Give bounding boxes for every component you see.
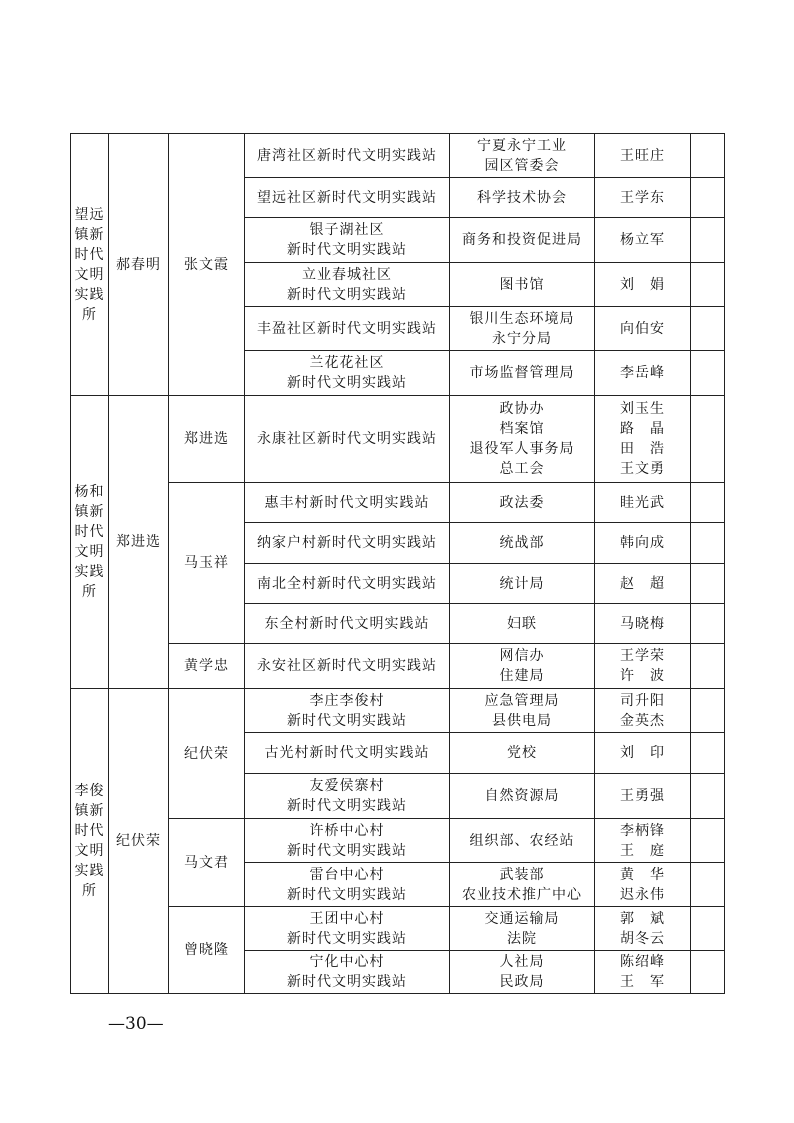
table-row <box>71 483 725 523</box>
note-cell <box>691 689 725 733</box>
unit-cell: 妇联 <box>450 604 595 644</box>
unit-cell: 市场监督管理局 <box>450 351 595 396</box>
station-cell: 李庄李俊村 新时代文明实践站 <box>245 689 450 733</box>
unit-cell: 武装部 农业技术推广中心 <box>450 863 595 907</box>
note-cell <box>691 819 725 863</box>
leader-cell: 马玉祥 <box>169 483 245 644</box>
station-cell: 友爱侯寨村 新时代文明实践站 <box>245 774 450 819</box>
station-cell: 唐湾社区新时代文明实践站 <box>245 134 450 178</box>
director-cell: 郑进选 <box>109 396 169 689</box>
person-cell: 李柄锋 王 庭 <box>595 819 691 863</box>
person-cell: 王学东 <box>595 178 691 218</box>
person-cell: 王勇强 <box>595 774 691 819</box>
station-cell: 永安社区新时代文明实践站 <box>245 644 450 689</box>
unit-cell: 政协办 档案馆 退役军人事务局 总工会 <box>450 396 595 483</box>
person-cell: 韩向成 <box>595 523 691 564</box>
note-cell <box>691 564 725 604</box>
leader-cell: 马文君 <box>169 819 245 907</box>
station-cell: 南北全村新时代文明实践站 <box>245 564 450 604</box>
person-cell: 刘 娟 <box>595 263 691 307</box>
leader-cell: 郑进选 <box>169 396 245 483</box>
person-cell: 陈绍峰 王 军 <box>595 951 691 994</box>
station-cell: 丰盈社区新时代文明实践站 <box>245 307 450 351</box>
person-cell: 司升阳 金英杰 <box>595 689 691 733</box>
institute-cell: 杨和镇新时代文明实践所 <box>71 396 109 689</box>
note-cell <box>691 178 725 218</box>
station-cell: 宁化中心村 新时代文明实践站 <box>245 951 450 994</box>
person-cell: 马晓梅 <box>595 604 691 644</box>
station-cell: 立业春城社区 新时代文明实践站 <box>245 263 450 307</box>
person-cell: 杨立军 <box>595 218 691 263</box>
station-cell: 纳家户村新时代文明实践站 <box>245 523 450 564</box>
note-cell <box>691 351 725 396</box>
note-cell <box>691 907 725 951</box>
station-cell: 惠丰村新时代文明实践站 <box>245 483 450 523</box>
unit-cell: 商务和投资促进局 <box>450 218 595 263</box>
unit-cell: 政法委 <box>450 483 595 523</box>
institute-cell: 李俊镇新时代文明实践所 <box>71 689 109 994</box>
table-row <box>71 396 725 483</box>
note-cell <box>691 523 725 564</box>
station-cell: 永康社区新时代文明实践站 <box>245 396 450 483</box>
station-cell: 雷台中心村 新时代文明实践站 <box>245 863 450 907</box>
unit-cell: 网信办 住建局 <box>450 644 595 689</box>
note-cell <box>691 644 725 689</box>
person-cell: 黄 华 迟永伟 <box>595 863 691 907</box>
director-cell: 纪伏荣 <box>109 689 169 994</box>
note-cell <box>691 307 725 351</box>
table-row <box>71 644 725 689</box>
table-row <box>71 907 725 951</box>
director-cell: 郝春明 <box>109 134 169 396</box>
person-cell: 郭 斌 胡冬云 <box>595 907 691 951</box>
station-cell: 东全村新时代文明实践站 <box>245 604 450 644</box>
note-cell <box>691 483 725 523</box>
person-cell: 向伯安 <box>595 307 691 351</box>
person-cell: 王旺庄 <box>595 134 691 178</box>
unit-cell: 统计局 <box>450 564 595 604</box>
station-cell: 银子湖社区 新时代文明实践站 <box>245 218 450 263</box>
institute-cell: 望远镇新时代文明实践所 <box>71 134 109 396</box>
unit-cell: 党校 <box>450 733 595 774</box>
assignment-table <box>70 133 725 994</box>
note-cell <box>691 733 725 774</box>
unit-cell: 应急管理局 县供电局 <box>450 689 595 733</box>
leader-cell: 纪伏荣 <box>169 689 245 819</box>
station-cell: 兰花花社区 新时代文明实践站 <box>245 351 450 396</box>
person-cell: 眭光武 <box>595 483 691 523</box>
unit-cell: 统战部 <box>450 523 595 564</box>
unit-cell: 人社局 民政局 <box>450 951 595 994</box>
note-cell <box>691 396 725 483</box>
leader-cell: 黄学忠 <box>169 644 245 689</box>
table-row <box>71 819 725 863</box>
person-cell: 刘 印 <box>595 733 691 774</box>
note-cell <box>691 951 725 994</box>
note-cell <box>691 774 725 819</box>
table-row <box>71 689 725 733</box>
note-cell <box>691 263 725 307</box>
unit-cell: 交通运输局 法院 <box>450 907 595 951</box>
station-cell: 望远社区新时代文明实践站 <box>245 178 450 218</box>
unit-cell: 组织部、农经站 <box>450 819 595 863</box>
leader-cell: 曾晓隆 <box>169 907 245 994</box>
unit-cell: 科学技术协会 <box>450 178 595 218</box>
unit-cell: 图书馆 <box>450 263 595 307</box>
station-cell: 王团中心村 新时代文明实践站 <box>245 907 450 951</box>
note-cell <box>691 218 725 263</box>
person-cell: 王学荣 许 波 <box>595 644 691 689</box>
table-row <box>71 134 725 178</box>
note-cell <box>691 863 725 907</box>
unit-cell: 宁夏永宁工业 园区管委会 <box>450 134 595 178</box>
note-cell <box>691 134 725 178</box>
note-cell <box>691 604 725 644</box>
unit-cell: 自然资源局 <box>450 774 595 819</box>
person-cell: 刘玉生 路 晶 田 浩 王文勇 <box>595 396 691 483</box>
leader-cell: 张文霞 <box>169 134 245 396</box>
person-cell: 赵 超 <box>595 564 691 604</box>
person-cell: 李岳峰 <box>595 351 691 396</box>
station-cell: 古光村新时代文明实践站 <box>245 733 450 774</box>
unit-cell: 银川生态环境局 永宁分局 <box>450 307 595 351</box>
station-cell: 许桥中心村 新时代文明实践站 <box>245 819 450 863</box>
page-number: —30— <box>108 1014 164 1034</box>
